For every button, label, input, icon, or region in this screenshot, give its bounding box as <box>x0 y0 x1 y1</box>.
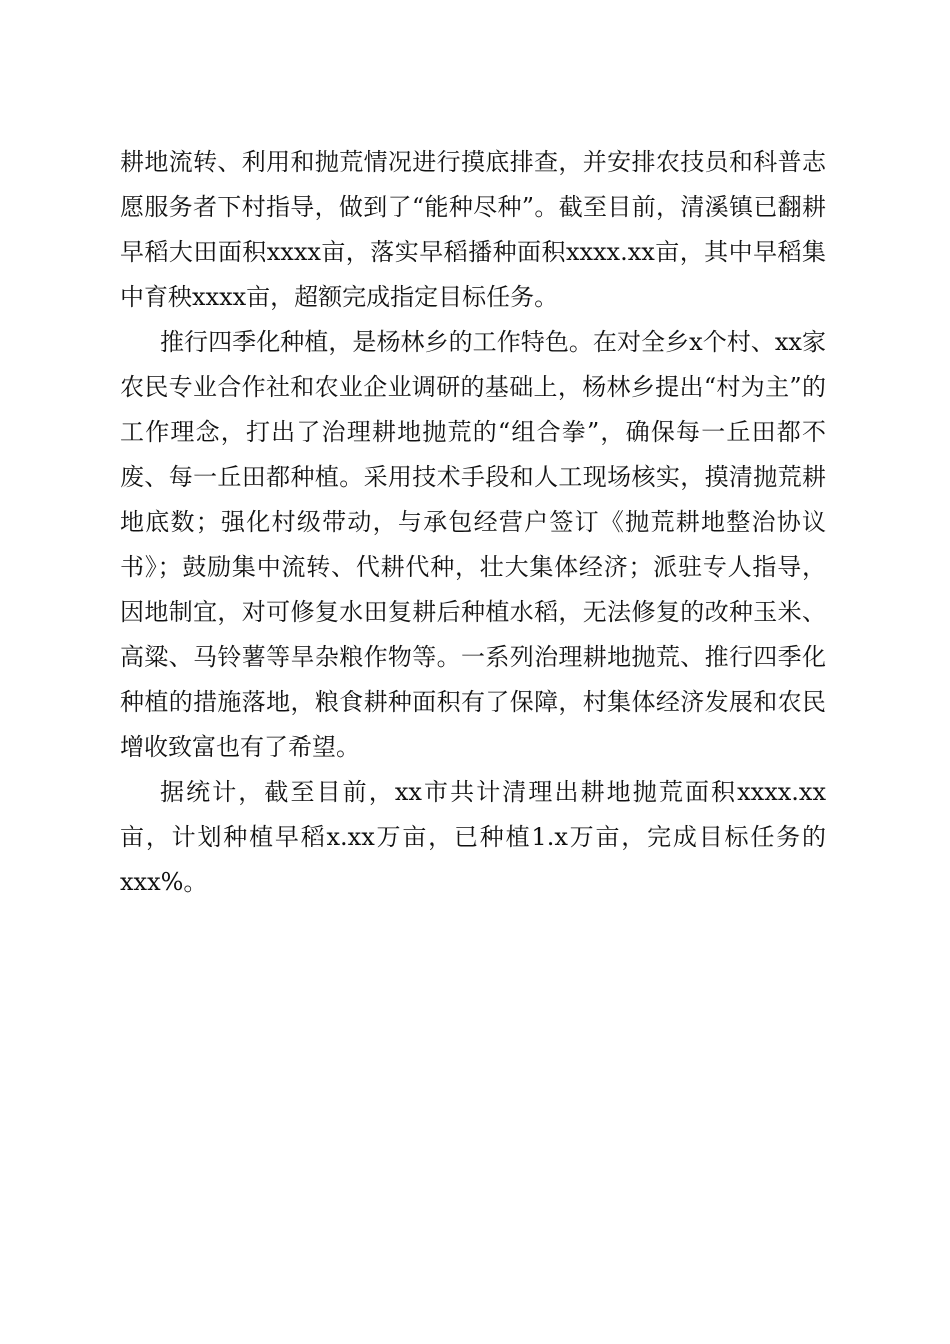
document-body <box>120 140 826 905</box>
paragraph-3: 据统计，截至目前，xx市共计清理出耕地抛荒面积xxxx.xx亩，计划种植早稻x.xx万亩，已种植1.x万亩，完成目标任务的xxx%。 <box>120 778 826 896</box>
paragraph-1: 耕地流转、利用和抛荒情况进行摸底排查，并安排农技员和科普志愿服务者下村指导，做到了“能种尽种”。截至目前，清溪镇已翻耕早稻大田面积xxxx亩，落实早稻播种面积xxxx.xx亩，其中早稻集中育秧xxxx亩，超额完成指定目标任务。 <box>120 148 826 311</box>
paragraph-2: 推行四季化种植，是杨林乡的工作特色。在对全乡x个村、xx家农民专业合作社和农业企业调研的基础上，杨林乡提出“村为主”的工作理念，打出了治理耕地抛荒的“组合拳”，确保每一丘田都不废、每一丘田都种植。采用技术手段和人工现场核实，摸清抛荒耕地底数；强化村级带动，与承包经营户签订《抛荒耕地整治协议书》；鼓励集中流转、代耕代种，壮大集体经济；派驻专人指导，因地制宜，对可修复水田复耕后种植水稻，无法修复的改种玉米、高粱、马铃薯等旱杂粮作物等。一系列治理耕地抛荒、推行四季化种植的措施落地，粮食耕种面积有了保障，村集体经济发展和农民增收致富也有了希望。 <box>120 328 826 761</box>
